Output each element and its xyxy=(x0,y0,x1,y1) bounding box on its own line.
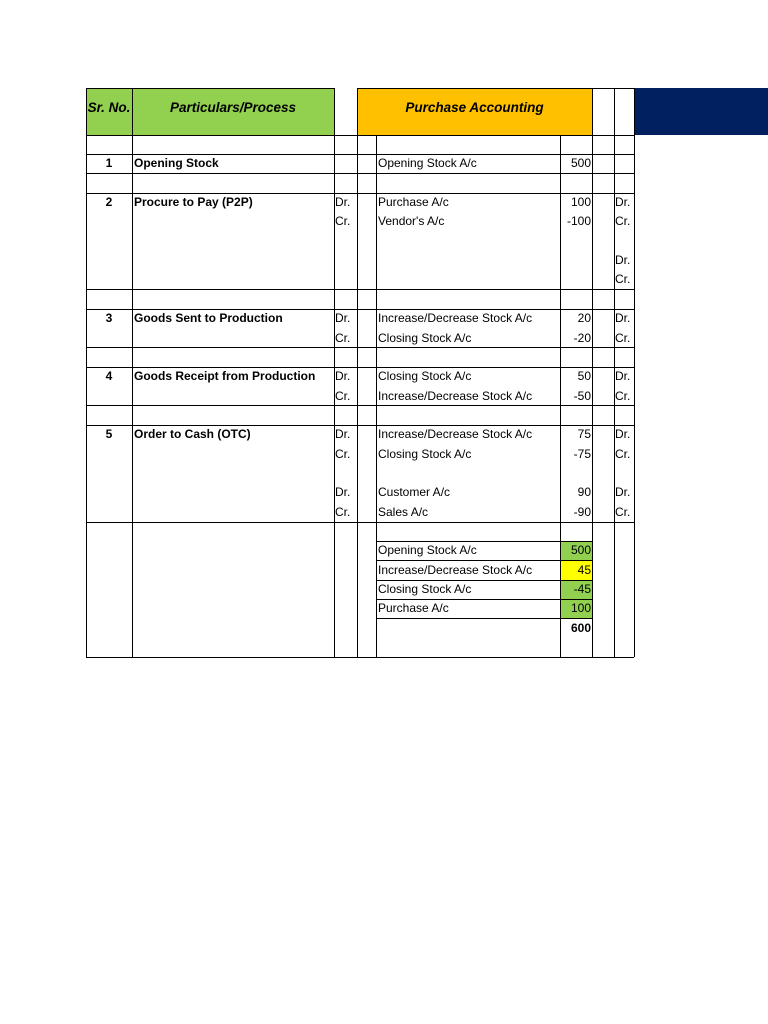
entry-right-side: Cr. xyxy=(615,214,631,229)
entry-amount: 100 xyxy=(570,195,591,210)
row-process-name: Procure to Pay (P2P) xyxy=(134,195,253,210)
row-sr-number: 1 xyxy=(105,156,113,171)
row-sr-number: 4 xyxy=(105,369,113,384)
entry-side: Dr. xyxy=(335,311,351,326)
entry-right-side: Dr. xyxy=(615,369,631,384)
summary-total: 600 xyxy=(570,620,591,635)
row-sr-number: 2 xyxy=(105,195,113,210)
entry-right-side: Cr. xyxy=(615,388,631,403)
entry-account: Customer A/c xyxy=(378,485,451,500)
entry-amount: 50 xyxy=(577,369,591,384)
entry-right-side: Dr. xyxy=(615,195,631,210)
header-cell-navy xyxy=(634,88,768,135)
entry-account: Sales A/c xyxy=(378,504,429,519)
entry-account: Closing Stock A/c xyxy=(378,369,472,384)
entry-side: Cr. xyxy=(335,446,351,461)
row-process-name: Goods Receipt from Production xyxy=(134,369,316,384)
entry-account: Increase/Decrease Stock A/c xyxy=(378,388,533,403)
summary-amount: -45 xyxy=(573,582,591,597)
grid-line xyxy=(86,135,634,136)
entry-amount: -20 xyxy=(573,330,591,345)
entry-amount: -90 xyxy=(573,504,591,519)
entry-right-side: Dr. xyxy=(615,253,631,268)
entry-right-side: Dr. xyxy=(615,427,631,442)
entry-side: Cr. xyxy=(335,388,351,403)
row-process-name: Order to Cash (OTC) xyxy=(134,427,251,442)
entry-amount: 20 xyxy=(577,311,591,326)
entry-right-side: Cr. xyxy=(615,446,631,461)
entry-side: Dr. xyxy=(335,427,351,442)
entry-account: Opening Stock A/c xyxy=(378,156,477,171)
entry-side: Dr. xyxy=(335,195,351,210)
row-sr-number: 5 xyxy=(105,427,113,442)
summary-amount: 100 xyxy=(570,601,591,616)
entry-side: Cr. xyxy=(335,330,351,345)
summary-account: Purchase A/c xyxy=(378,601,449,616)
entry-right-side: Cr. xyxy=(615,330,631,345)
entry-amount: -100 xyxy=(566,214,591,229)
entry-side: Dr. xyxy=(335,485,351,500)
summary-amount: 45 xyxy=(577,562,591,577)
grid-line xyxy=(334,657,357,658)
summary-amount: 500 xyxy=(570,543,591,558)
summary-account: Increase/Decrease Stock A/c xyxy=(378,562,533,577)
entry-amount: -75 xyxy=(573,446,591,461)
summary-account: Closing Stock A/c xyxy=(378,582,472,597)
grid-line xyxy=(86,522,634,523)
entry-right-side: Dr. xyxy=(615,311,631,326)
entry-account: Closing Stock A/c xyxy=(378,330,472,345)
summary-account: Opening Stock A/c xyxy=(378,543,477,558)
entry-account: Increase/Decrease Stock A/c xyxy=(378,311,533,326)
entry-amount: 90 xyxy=(577,485,591,500)
entry-right-side: Cr. xyxy=(615,272,631,287)
grid-line xyxy=(592,88,614,89)
grid-line xyxy=(614,88,634,89)
entry-right-side: Cr. xyxy=(615,504,631,519)
header-purchase-accounting: Purchase Accounting xyxy=(405,100,544,115)
entry-account: Increase/Decrease Stock A/c xyxy=(378,427,533,442)
entry-right-side: Dr. xyxy=(615,485,631,500)
row-process-name: Opening Stock xyxy=(134,156,219,171)
entry-amount: -50 xyxy=(573,388,591,403)
row-sr-number: 3 xyxy=(105,311,113,326)
grid-line xyxy=(592,88,593,657)
entry-amount: 75 xyxy=(577,427,591,442)
entry-amount: 500 xyxy=(570,156,591,171)
entry-account: Vendor's A/c xyxy=(378,214,445,229)
entry-side: Cr. xyxy=(335,214,351,229)
entry-side: Cr. xyxy=(335,504,351,519)
header-particulars: Particulars/Process xyxy=(169,100,297,115)
grid-line xyxy=(86,657,334,658)
entry-account: Closing Stock A/c xyxy=(378,446,472,461)
entry-account: Purchase A/c xyxy=(378,195,449,210)
grid-line xyxy=(86,289,634,290)
row-process-name: Goods Sent to Production xyxy=(134,311,283,326)
header-sr-no: Sr. No. xyxy=(87,100,131,115)
entry-side: Dr. xyxy=(335,369,351,384)
